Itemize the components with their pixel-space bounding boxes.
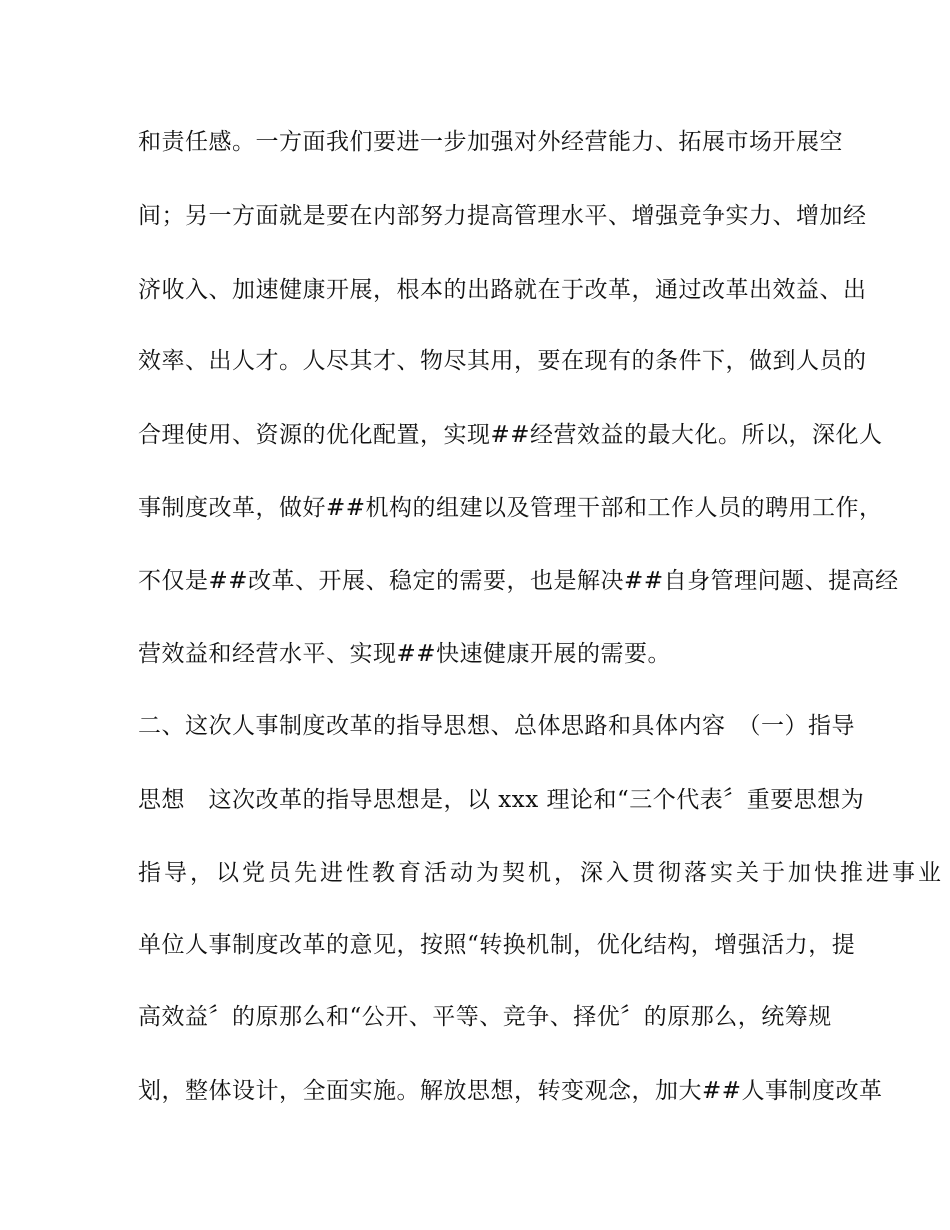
text-line: 事制度改革，做好##机构的组建以及管理干部和工作人员的聘用工作， xyxy=(138,495,883,521)
text-line: 划，整体设计，全面实施。解放思想，转变观念，加大##人事制度改革 xyxy=(138,1078,883,1104)
text-line: 间；另一方面就是要在内部努力提高管理水平、增强竞争实力、增加经 xyxy=(138,203,867,229)
text-line: 合理使用、资源的优化配置，实现##经营效益的最大化。所以，深化人 xyxy=(138,422,883,448)
text-line: 高效益〞的原那么和“公开、平等、竞争、择优〞的原那么，统筹规 xyxy=(138,1004,832,1030)
text-line: 济收入、加速健康开展，根本的出路就在于改革，通过改革出效益、出 xyxy=(138,277,867,303)
text-line: 思想 这次改革的指导思想是，以 xxx 理论和“三个代表〞重要思想为 xyxy=(138,787,865,813)
section-heading-line: 二、这次人事制度改革的指导思想、总体思路和具体内容 （一）指导 xyxy=(138,713,855,739)
text-line: 营效益和经营水平、实现##快速健康开展的需要。 xyxy=(138,641,672,667)
text-line: 效率、出人才。人尽其才、物尽其用，要在现有的条件下，做到人员的 xyxy=(138,348,867,374)
text-line: 和责任感。一方面我们要进一步加强对外经营能力、拓展市场开展空 xyxy=(138,129,843,155)
text-line: 指导，以党员先进性教育活动为契机，深入贯彻落实关于加快推进事业 xyxy=(138,860,944,886)
text-line: 单位人事制度改革的意见，按照“转换机制，优化结构，增强活力，提 xyxy=(138,932,856,958)
text-line: 不仅是##改革、开展、稳定的需要，也是解决##自身管理问题、提高经 xyxy=(138,568,899,594)
